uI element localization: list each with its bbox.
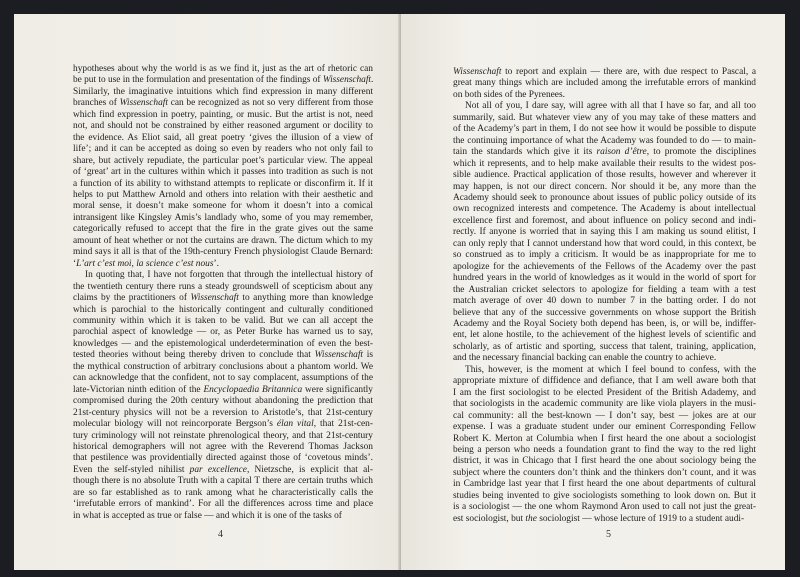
right-page-body — [453, 67, 756, 525]
right-page-number: 5 — [606, 529, 611, 540]
text-line: community within which it is taken to be valid. But we can all accept the — [73, 315, 373, 326]
text-line: a function of its ability to withstand attempts to replicate or disconfirm it. If it — [73, 178, 373, 189]
text-line: categorically refused to accept that the fire in the grate gives out the same — [73, 224, 373, 235]
text-line: branches of Wissenschaft can be recognized as not so very different from those — [73, 98, 373, 109]
text-line: be put to use in the formulation and presentation of the findings of Wissenschaft. — [73, 75, 374, 86]
text-line: and the necessary financial backing can enable the country to achieve. — [453, 353, 717, 364]
text-line: hypotheses about why the world is as we find it, just as the art of rhetoric can — [73, 64, 373, 74]
text-line: of ‘great’ art in the cultures within which it passes into tradition as such is not — [73, 167, 373, 178]
text-line: In quoting that, I have not forgotten that through the intellectual history of — [85, 270, 373, 281]
text-line: tury criminology will not reinstate phrenological theory, and that 21st-century — [73, 430, 373, 441]
text-line: studies being invented to give sociologists something to look down on. But it — [453, 490, 756, 501]
text-line: Even the self-styled nihilist par excellence, Nietzsche, is explicit that al- — [73, 464, 373, 475]
text-line: match average of over 40 down to number 7 in the batting order. I do not — [453, 296, 756, 307]
text-line: though there is no absolute Truth with a capital T there are certain truths which — [73, 476, 373, 487]
text-line: molecular biology will not reincorporate Bergson’s élan vital, that 21st-cen- — [73, 419, 373, 430]
text-line: summarily, said. But whatever view any of you may take of these matters and — [453, 112, 756, 123]
text-line: mind says it all is that of the 19th-century French physiologist Claude Bernard: — [73, 247, 373, 258]
text-line: the Australian cricket selectors to apologize for fielding a team with a test — [453, 284, 756, 295]
text-line: being a person who needs a foundation grant to find the way to the red light — [453, 444, 756, 455]
text-line: so construed as to imply a criticism. It would be as inappropriate for me to — [453, 250, 756, 261]
text-line: not, and should not be constrained by either reasoned argument or docility to — [73, 121, 373, 132]
text-line: hundred years in the world of knowledges as it would in the world of sport for — [453, 273, 756, 284]
text-line: tested theories without being thereby driven to conclude that Wissenschaft is — [73, 350, 373, 361]
text-line: Academy should seek to pronounce about issues of public policy outside of its — [453, 192, 756, 203]
text-line: that sociologists in the academic community are like viola players in the musi- — [453, 399, 756, 410]
text-line: are so far established as to rank among what he characteristically calls the — [73, 487, 373, 498]
text-line: Similarly, the imaginative intuitions which find expression in many different — [73, 86, 373, 97]
text-line: amount of heat whether or not the curtains are drawn. The dictum which to my — [73, 235, 373, 246]
text-line: can acknowledge that the confident, not to say complacent, assumptions of the — [73, 373, 373, 384]
text-line: parochial aspect of knowledge — or, as Peter Burke has warned us to say, — [73, 327, 373, 338]
text-line: the evidence. As Eliot said, all great poetry ‘gives the illusion of a view of — [73, 132, 373, 143]
text-line: cal community: all the best-known — I don’t say, best — jokes are at our — [453, 410, 756, 421]
book-spread — [14, 14, 785, 570]
text-line: in Cambridge last year that I first heard the one about departments of cultural — [453, 479, 756, 490]
text-line: Wissenschaft to report and explain — there are, with due respect to Pascal, a — [453, 67, 756, 77]
text-line: is a sociologist — the one whom Raymond Aron used to call not just the great- — [453, 502, 756, 513]
text-line: the mythical construction of arbitrary conclusions about a phantom world. We — [73, 361, 373, 372]
left-page-number: 4 — [218, 529, 223, 540]
text-line: the continuing importance of what the Academy was founded to do — to main- — [453, 135, 756, 146]
text-line: of the Academy’s part in them, I do not see how it would be possible to dispute — [453, 124, 756, 135]
text-line: Academy and the Royal Society both depend has been, is, or will be, indiffer- — [453, 318, 756, 329]
text-line: compromised during the 20th century without abandoning the prediction that — [73, 396, 373, 407]
text-line: can only reply that I cannot understand how that word could, in this context, be — [453, 238, 756, 249]
text-line: district, it was in Chicago that I first heard the one about sociology being the — [453, 456, 756, 467]
text-line: rectly. If anyone is worried that in saying this I am making us sound elitist, I — [453, 227, 756, 238]
text-line: This, however, is the moment at which I feel bound to confess, with the — [465, 364, 756, 375]
text-line: intransigent like Kingsley Amis’s landlady who, some of you may remember, — [73, 212, 373, 223]
text-line: life’; and it can be accepted as doing so even by readers who not only fail to — [73, 144, 373, 155]
text-line: ‘irrefutable errors of mankind’. For all the differences across time and place — [73, 499, 373, 510]
text-line: I am the first sociologist to be elected President of the British Adademy, and — [453, 387, 756, 398]
text-line: in what is accepted as true or false — and which it is one of the tasks of — [73, 510, 342, 521]
text-line: scholarly, as of artistic and sporting, success that talent, training, application, — [453, 341, 756, 352]
text-line: knowledges — and the epistemological underdetermination of even the best- — [73, 338, 373, 349]
text-line: own recognized interests and competence. The Academy is about intellectual — [453, 204, 756, 215]
text-line: late-Victorian ninth edition of the Encyclopaedia Britannica were significantly — [73, 384, 373, 395]
left-page-body — [73, 64, 373, 522]
text-line: excellence first and foremost, and about influence on policy second and indi- — [453, 215, 756, 226]
text-line: the twentieth century there runs a steady groundswell of scepticism about any — [73, 281, 373, 292]
text-line: great many things which are included among the irrefutable errors of mankind — [453, 78, 756, 89]
text-line: 21st-century physics will not be a reversion to Aristotle’s, that 21st-century — [73, 407, 373, 418]
text-line: tain the standards which give it its raison d’être, to promote the disciplines — [453, 147, 756, 158]
right-page — [401, 14, 785, 570]
text-line: which is parochial to the historically contingent and culturally conditioned — [73, 304, 373, 315]
text-line: historical demographers will not agree with the Reverend Thomas Jackson — [73, 441, 373, 452]
text-line: moral sense, it doesn’t make someone for whom it doesn’t into a comical — [73, 201, 373, 212]
text-line: appropriate mixture of diffidence and defiance, that I am well aware both that — [453, 376, 756, 387]
text-line: which it represents, and to help make available their results to the widest pos- — [453, 158, 756, 169]
text-line: expense. I was a graduate student under our eminent Corresponding Fellow — [453, 422, 756, 433]
text-line: Robert K. Merton at Columbia when I first heard the one about a sociologist — [453, 433, 756, 444]
text-line: Not all of you, I dare say, will agree with all that I have so far, and all too — [465, 101, 756, 112]
left-page — [14, 14, 400, 570]
text-line: apologize for the achievements of the Fellows of the Academy over the past — [453, 261, 756, 272]
text-line: which find expression in poetry, painting, or music. But the artist is not, need — [73, 109, 373, 120]
text-line: claims by the practitioners of Wissenschaft to anything more than knowledge — [73, 293, 374, 304]
text-line: ent, let alone hostile, to the achievement of the highest levels of scientific and — [453, 330, 756, 341]
text-line: sible audience. Practical application of those results, however and wherever it — [453, 170, 756, 181]
text-line: may happen, is not our direct concern. Nor should it be, any more than the — [453, 181, 756, 192]
text-line: that pestilence was providentially directed against those of ‘covetous minds’. — [73, 453, 373, 464]
text-line: ‘L’art c’est moi, la science c’est nous’. — [73, 258, 219, 269]
text-line: est sociologist, but the sociologist — whose lecture of 1919 to a student audi- — [453, 513, 745, 524]
text-line: believe that any of the successive governments on whose support the British — [453, 307, 756, 318]
text-line: on both sides of the Pyrenees. — [453, 89, 565, 100]
text-line: helps to put Matthew Arnold and others into relation with their aesthetic and — [73, 189, 373, 200]
text-line: subject where the counters don’t think and the thinkers don’t count, and it was — [453, 467, 756, 478]
text-line: share, but actively repudiate, the particular poet’s particular view. The appeal — [73, 155, 373, 166]
